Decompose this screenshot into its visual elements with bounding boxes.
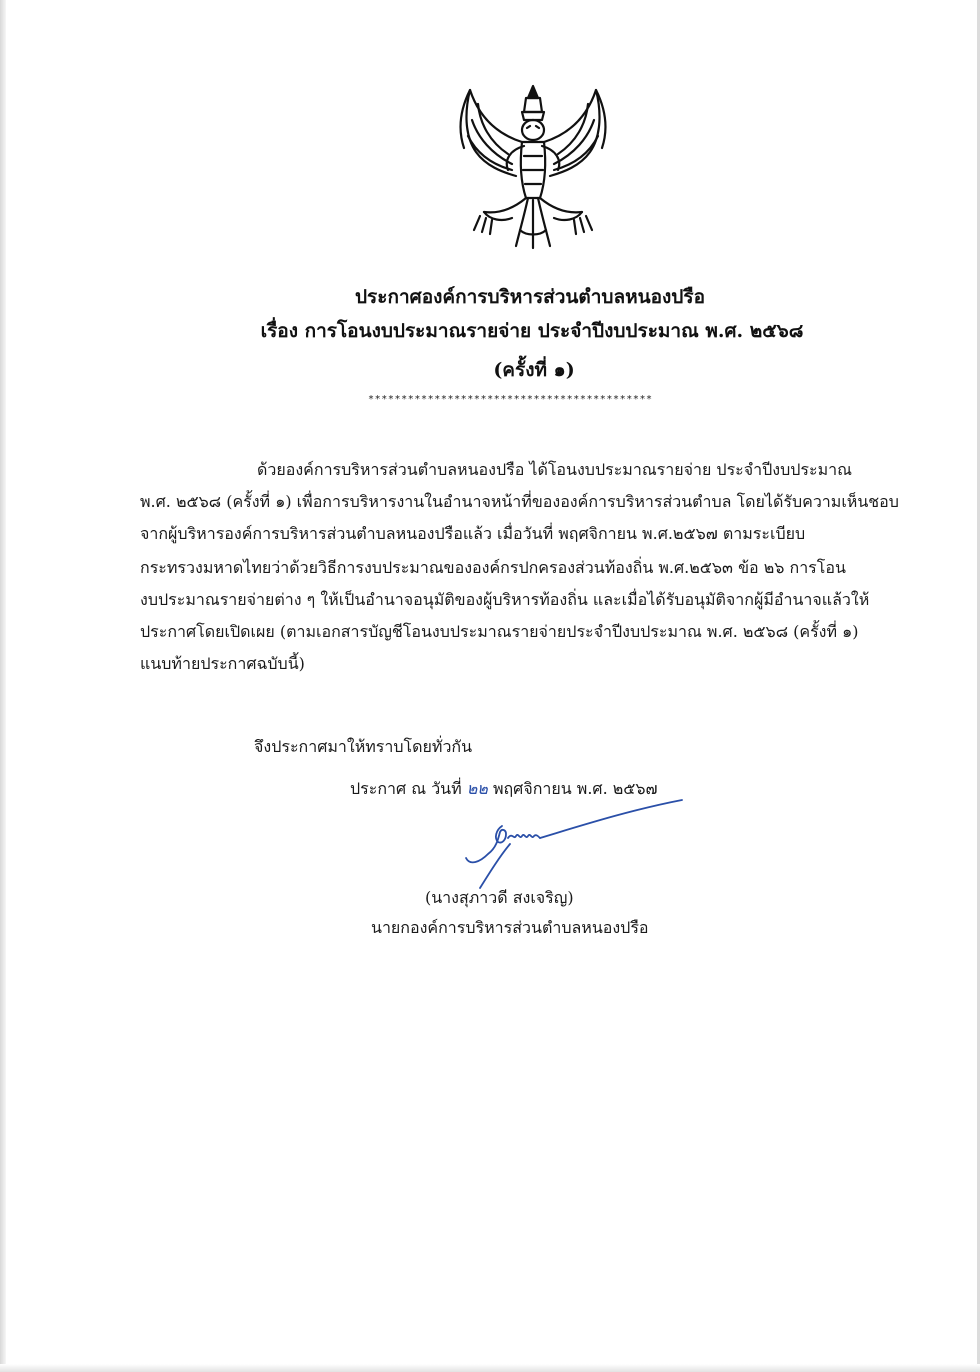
date-prefix: ประกาศ ณ วันที่ [350,779,462,798]
signer-name: (นางสุภาวดี สงเจริญ) [425,888,574,907]
page-edge-shadow-left [0,0,6,1372]
body-line-1: ด้วยองค์การบริหารส่วนตำบลหนองปรือ ได้โอนงบประมาณรายจ่าย ประจำปีงบประมาณ [257,460,852,479]
signer-title: นายกองค์การบริหารส่วนตำบลหนองปรือ [371,918,649,937]
body-line-4: กระทรวงมหาดไทยว่าด้วยวิธีการงบประมาณขององค์กรปกครองส่วนท้องถิ่น พ.ศ.๒๕๖๓ ข้อ ๒๖ การโอน [140,558,846,577]
body-line-7: แนบท้ายประกาศฉบับนี้) [140,654,305,673]
date-suffix: พฤศจิกายน พ.ศ. ๒๕๖๗ [492,779,658,798]
body-line-6: ประกาศโดยเปิดเผย (ตามเอกสารบัญชีโอนงบประมาณรายจ่ายประจำปีงบประมาณ พ.ศ. ๒๕๖๘ (ครั้งที่ ๑) [140,622,859,641]
announcement-round: (ครั้งที่ ๑) [493,359,575,381]
body-line-5: งบประมาณรายจ่ายต่าง ๆ ให้เป็นอำนาจอนุมัติของผู้บริหารท้องถิ่น และเมื่อได้รับอนุมัติจากผู้มีอำนาจแล้วให้ [140,590,870,609]
body-line-2: พ.ศ. ๒๕๖๘ (ครั้งที่ ๑) เพื่อการบริหารงานในอำนาจหน้าที่ขององค์การบริหารส่วนตำบล โดยได้รับความเห็นชอบ [140,492,899,511]
body-line-3: จากผู้บริหารองค์การบริหารส่วนตำบลหนองปรือแล้ว เมื่อวันที่ พฤศจิกายน พ.ศ.๒๕๖๗ ตามระเบียบ [140,524,806,543]
page-edge-shadow-bottom [0,1364,980,1372]
announcement-title: ประกาศองค์การบริหารส่วนตำบลหนองปรือ [355,286,705,308]
date-day-handwritten: ๒๒ [466,779,488,798]
separator-line: ******************************************* [368,394,653,405]
garuda-emblem-icon [450,80,616,252]
announcement-subject: เรื่อง การโอนงบประมาณรายจ่าย ประจำปีงบประมาณ พ.ศ. ๒๕๖๘ [260,320,804,342]
closing-statement: จึงประกาศมาให้ทราบโดยทั่วกัน [254,737,473,756]
handwritten-signature [440,796,690,896]
